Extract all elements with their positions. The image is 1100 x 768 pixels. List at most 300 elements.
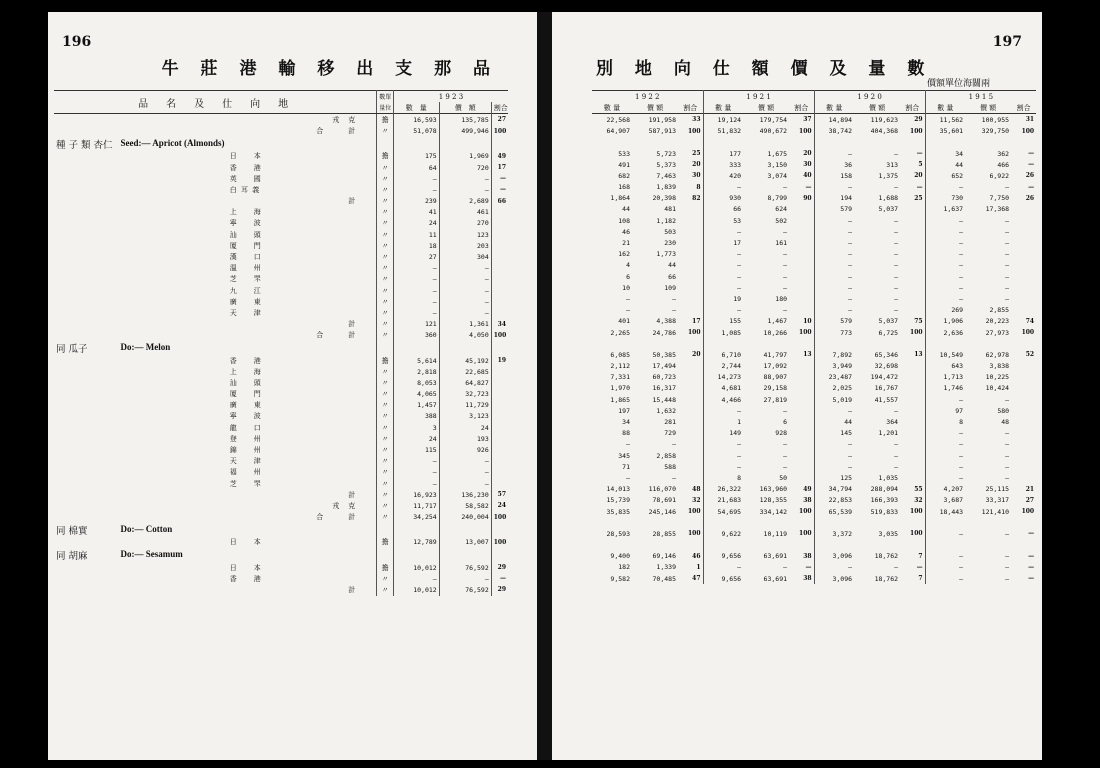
value-cell: — (894, 149, 899, 158)
category-cell (54, 467, 119, 478)
category-cell (54, 456, 119, 467)
category-cell (54, 537, 119, 548)
share-cell: 21 (1025, 485, 1035, 493)
value-cell: 15,448 (652, 395, 676, 404)
quantity-cell: 3,949 (814, 361, 854, 372)
table-row (54, 251, 508, 262)
quantity-cell: — (925, 551, 965, 562)
value-cell: 5,037 (878, 317, 899, 326)
share-cell (900, 260, 925, 271)
share-cell (1011, 439, 1036, 450)
table-row (592, 271, 1036, 282)
share-cell: — (1028, 552, 1035, 560)
quantity-cell: 345 (618, 451, 630, 460)
value-cell: 481 (664, 205, 676, 214)
share-cell: 7 (918, 552, 923, 560)
value-cell (439, 341, 491, 355)
share-cell: 25 (914, 194, 923, 202)
share-cell: 30 (692, 172, 701, 180)
quantity-cell (592, 540, 632, 551)
quantity-cell: 125 (814, 472, 854, 483)
table-row (592, 506, 1036, 517)
quantity-cell: 8,053 (393, 377, 439, 388)
share-cell (491, 263, 508, 274)
quantity-cell: 6,710 (703, 349, 743, 360)
share-cell: 20 (803, 150, 812, 158)
quantity-cell: 730 (925, 193, 965, 204)
quantity-cell: 11 (393, 229, 439, 240)
table-row (592, 484, 1036, 495)
spacer-cell (119, 444, 200, 455)
destination-cell: 白 耳 義 (229, 185, 261, 194)
spacer-cell (119, 467, 200, 478)
share-cell (789, 540, 814, 551)
table-row (592, 416, 1036, 427)
share-cell: — (805, 183, 812, 191)
share-cell (678, 472, 703, 483)
share-cell (1011, 461, 1036, 472)
value-cell: 44 (668, 261, 676, 270)
quantity-cell: — (703, 305, 743, 316)
table-row (54, 537, 508, 548)
spacer-cell (119, 355, 200, 366)
share-cell: 26 (1025, 194, 1035, 202)
item-name: Do:— Melon (120, 342, 171, 353)
share-cell: 100 (688, 127, 701, 135)
value-cell: — (1005, 429, 1010, 438)
destination-cell: 日 本 (229, 563, 262, 572)
unit-cell (377, 548, 394, 562)
category-cell (54, 330, 119, 341)
value-cell: 230 (664, 239, 676, 248)
quantity-cell: — (814, 450, 854, 461)
quantity-cell: 26,322 (703, 484, 743, 495)
table-row (54, 478, 508, 489)
value-cell: 48 (1001, 418, 1010, 427)
table-row (54, 523, 508, 537)
year-header-1921: 1 9 2 1 (703, 91, 814, 103)
value-cell: 7,463 (656, 171, 676, 180)
value-cell: 65,346 (874, 350, 899, 359)
unit-cell: 〃 (377, 584, 394, 595)
quantity-cell: 10 (622, 283, 630, 292)
spacer-cell (119, 151, 200, 162)
share-cell (491, 467, 508, 478)
quantity-cell (925, 137, 965, 148)
category-cell (54, 562, 119, 573)
share-cell (1011, 405, 1036, 416)
quantity-cell: — (814, 271, 854, 282)
quantity-cell: 3,372 (814, 528, 854, 539)
value-cell: 334,142 (759, 507, 788, 516)
quantity-cell: — (814, 148, 854, 159)
value-cell: 1,839 (656, 183, 676, 192)
quantity-cell (393, 341, 439, 355)
unit-cell: 〃 (377, 173, 394, 184)
value-cell (854, 338, 900, 349)
quantity-cell: 22,853 (814, 495, 854, 506)
category-cell: 種 子 類 杏仁 (56, 139, 113, 151)
quantity-cell: 66 (703, 204, 743, 215)
quantity-cell: 22,568 (606, 115, 630, 124)
table-row (592, 349, 1036, 360)
value-cell: — (439, 296, 491, 307)
quantity-cell: 1,457 (393, 400, 439, 411)
share-cell: 13 (803, 351, 812, 359)
unit-cell: 〃 (377, 274, 394, 285)
quantity-cell: — (703, 562, 743, 573)
table-row (54, 173, 508, 184)
item-name: Seed:— Apricot (Almonds) (120, 138, 225, 149)
category-cell (54, 377, 119, 388)
value-cell: 20,398 (652, 194, 676, 203)
table-row (54, 584, 508, 595)
quantity-cell: — (925, 439, 965, 450)
share-cell (491, 377, 508, 388)
table-row (54, 467, 508, 478)
share-cell (678, 428, 703, 439)
quantity-cell: 1,864 (610, 194, 630, 203)
table-row (54, 330, 508, 341)
share-cell (789, 405, 814, 416)
value-cell: — (1005, 462, 1010, 471)
table-row (54, 229, 508, 240)
quantity-cell: 2,744 (703, 361, 743, 372)
value-cell: 10,424 (985, 384, 1010, 393)
value-cell: — (1005, 440, 1010, 449)
category-cell (54, 307, 119, 318)
quantity-cell: — (814, 293, 854, 304)
value-cell: 245,146 (648, 507, 676, 516)
table-row (54, 341, 508, 355)
table-row (54, 162, 508, 173)
value-cell: — (783, 183, 788, 192)
table-row (54, 366, 508, 377)
value-cell: 18,762 (874, 552, 899, 561)
share-cell: — (1028, 183, 1035, 191)
value-cell: 121,410 (981, 507, 1010, 516)
quantity-cell: — (925, 260, 965, 271)
table-row (592, 495, 1036, 506)
share-cell (491, 341, 508, 355)
share-cell: 82 (692, 194, 701, 202)
quantity-cell: 182 (618, 563, 630, 572)
share-cell (900, 517, 925, 528)
share-cell (678, 293, 703, 304)
quantity-cell: 4,466 (703, 394, 743, 405)
table-row (592, 528, 1036, 539)
destination-cell: 合 計 (316, 331, 357, 340)
spacer-cell (119, 263, 200, 274)
table-row (592, 428, 1036, 439)
quantity-cell: 7,892 (814, 349, 854, 360)
value-cell: 161 (775, 239, 788, 248)
category-cell (54, 263, 119, 274)
share-cell: 48 (692, 485, 701, 493)
share-cell (491, 456, 508, 467)
quantity-cell: 19,124 (703, 114, 743, 126)
share-cell (900, 361, 925, 372)
value-cell: — (894, 216, 899, 225)
quantity-cell: 145 (814, 428, 854, 439)
qty-header: 數 量 (393, 102, 439, 114)
share-cell: — (491, 184, 508, 195)
value-cell: 64,827 (439, 377, 491, 388)
quantity-cell: 420 (703, 170, 743, 181)
share-cell: — (805, 563, 812, 571)
destination-cell: 漢 口 (229, 253, 262, 262)
share-cell (491, 422, 508, 433)
value-cell: — (1005, 216, 1010, 225)
quantity-cell: — (393, 184, 439, 195)
value-cell: 63,691 (763, 574, 788, 583)
share-cell: 13 (914, 351, 923, 359)
share-cell (789, 428, 814, 439)
category-cell (54, 366, 119, 377)
qty-header: 數 量 (925, 102, 965, 114)
quantity-cell: — (626, 294, 630, 303)
table-row (54, 500, 508, 511)
quantity-cell: 44 (925, 159, 965, 170)
table-row (592, 551, 1036, 562)
spacer-cell (119, 512, 200, 523)
quantity-cell: — (814, 182, 854, 193)
share-cell: 38 (803, 552, 812, 560)
quantity-cell (393, 523, 439, 537)
quantity-cell: 10,012 (393, 562, 439, 573)
value-cell: — (783, 462, 788, 471)
share-cell (789, 338, 814, 349)
share-cell (678, 405, 703, 416)
share-cell: 100 (1021, 329, 1035, 337)
unit-cell: 〃 (377, 377, 394, 388)
share-cell (678, 461, 703, 472)
share-cell (678, 305, 703, 316)
value-cell: — (783, 306, 788, 315)
unit-cell: 〃 (377, 500, 394, 511)
value-cell: 32,723 (439, 389, 491, 400)
share-cell (789, 204, 814, 215)
quantity-cell: 15,739 (606, 496, 630, 505)
unit-cell: 〃 (377, 512, 394, 523)
share-cell (491, 366, 508, 377)
share-cell (789, 383, 814, 394)
spacer-cell (119, 400, 200, 411)
value-cell: — (1005, 283, 1010, 292)
share-cell: 34 (491, 319, 508, 330)
quantity-cell: 44 (622, 205, 630, 214)
share-cell (789, 361, 814, 372)
table-row (54, 184, 508, 195)
quantity-cell (703, 338, 743, 349)
quantity-cell: 10,012 (393, 584, 439, 595)
quantity-cell (925, 517, 965, 528)
table-row (54, 285, 508, 296)
quantity-cell (925, 540, 965, 551)
share-cell (491, 274, 508, 285)
share-cell (900, 372, 925, 383)
destination-cell: 計 (348, 197, 357, 206)
quantity-cell: 194 (814, 193, 854, 204)
value-cell: — (1005, 395, 1010, 404)
left-page (48, 12, 538, 760)
spacer-cell (119, 562, 200, 573)
value-cell: — (894, 563, 899, 572)
quantity-cell: 51,832 (703, 126, 743, 137)
quantity-cell: — (393, 573, 439, 584)
unit-cell: 〃 (377, 319, 394, 330)
value-cell: — (1005, 451, 1010, 460)
value-cell: 70,485 (652, 574, 676, 583)
quantity-cell: 9,622 (703, 528, 743, 539)
table-row (592, 237, 1036, 248)
value-cell: 41,797 (763, 350, 788, 359)
destination-cell: 錦 州 (229, 446, 262, 455)
quantity-cell: — (393, 307, 439, 318)
spacer-cell (119, 207, 200, 218)
quantity-cell: — (703, 450, 743, 461)
table-row (54, 411, 508, 422)
value-cell: — (783, 563, 788, 572)
quantity-cell: 533 (618, 149, 630, 158)
quantity-cell: 3,096 (814, 551, 854, 562)
share-cell: 37 (803, 116, 812, 124)
share-cell: — (916, 150, 923, 158)
value-cell: 193 (439, 433, 491, 444)
quantity-cell: 2,636 (925, 327, 965, 338)
quantity-cell: 682 (618, 171, 630, 180)
value-cell: — (894, 283, 899, 292)
share-cell: 55 (914, 485, 923, 493)
value-header: 價 額 (646, 103, 664, 112)
value-cell: 76,592 (439, 562, 491, 573)
spacer-cell (119, 411, 200, 422)
quantity-cell: 18 (393, 240, 439, 251)
value-cell: 329,750 (981, 127, 1010, 136)
unit-cell: 擔 (377, 562, 394, 573)
value-cell: 128,355 (759, 496, 788, 505)
quantity-cell: 9,656 (703, 551, 743, 562)
category-cell (54, 196, 119, 207)
category-cell (54, 478, 119, 489)
quantity-cell: — (703, 271, 743, 282)
share-cell (1011, 249, 1036, 260)
value-cell: 4,050 (439, 330, 491, 341)
quantity-cell: 9,582 (610, 574, 630, 583)
share-cell (1011, 416, 1036, 427)
unit-cell: 〃 (377, 467, 394, 478)
table-row (54, 562, 508, 573)
value-cell: 179,754 (759, 115, 788, 124)
item-name: Do:— Cotton (120, 524, 173, 535)
quantity-cell (592, 137, 632, 148)
share-cell: 100 (910, 127, 923, 135)
quantity-cell (925, 338, 965, 349)
quantity-cell: — (814, 305, 854, 316)
share-cell (900, 237, 925, 248)
table-row (592, 562, 1036, 573)
category-cell (54, 173, 119, 184)
table-row (54, 512, 508, 523)
value-cell: 6,922 (989, 171, 1010, 180)
table-row (54, 218, 508, 229)
value-cell: — (783, 451, 788, 460)
share-cell (491, 400, 508, 411)
quantity-cell: 38,742 (814, 126, 854, 137)
value-cell: 5,037 (878, 205, 899, 214)
table-row (592, 327, 1036, 338)
value-cell: 11,729 (439, 400, 491, 411)
category-cell (54, 274, 119, 285)
share-cell: 100 (688, 508, 701, 516)
value-cell: 50,385 (652, 350, 676, 359)
quantity-cell: 2,818 (393, 366, 439, 377)
quantity-cell (393, 548, 439, 562)
share-cell: 19 (491, 355, 508, 366)
pct-header: 割合 (491, 102, 508, 114)
share-cell (789, 305, 814, 316)
quantity-cell: — (925, 472, 965, 483)
table-row (54, 548, 508, 562)
quantity-cell (703, 540, 743, 551)
share-cell (789, 372, 814, 383)
quantity-cell: — (703, 461, 743, 472)
table-row (54, 263, 508, 274)
value-cell: 461 (439, 207, 491, 218)
value-cell: — (439, 456, 491, 467)
unit-cell: 〃 (377, 573, 394, 584)
quantity-cell: 4,681 (703, 383, 743, 394)
share-cell: 100 (799, 127, 812, 135)
quantity-cell: 7,331 (610, 373, 630, 382)
quantity-cell: 23,487 (814, 372, 854, 383)
quantity-cell: 3 (393, 422, 439, 433)
value-cell: — (1005, 250, 1010, 259)
destination-cell: 上 海 (229, 208, 262, 217)
quantity-cell: — (925, 237, 965, 248)
value-cell: 1,375 (878, 171, 899, 180)
value-cell: — (1005, 552, 1010, 561)
share-cell: 1 (696, 563, 701, 571)
share-cell (900, 405, 925, 416)
table-row (592, 305, 1036, 316)
destination-cell: 福 州 (229, 468, 262, 477)
share-cell: — (491, 173, 508, 184)
value-cell: 1,339 (656, 563, 676, 572)
category-cell (54, 512, 119, 523)
quantity-cell: 579 (814, 316, 854, 327)
value-cell: 10,225 (985, 373, 1010, 382)
share-cell (900, 383, 925, 394)
quantity-cell: 491 (618, 160, 630, 169)
value-cell: 166,393 (870, 496, 899, 505)
quantity-cell: — (393, 274, 439, 285)
quantity-cell: 41 (393, 207, 439, 218)
value-cell: 203 (439, 240, 491, 251)
value-cell: — (1005, 294, 1010, 303)
spacer-cell (119, 584, 200, 595)
table-row (54, 137, 508, 151)
category-cell (54, 355, 119, 366)
share-cell (678, 372, 703, 383)
value-cell: 41,557 (874, 395, 899, 404)
quantity-cell (592, 338, 632, 349)
value-cell: — (439, 263, 491, 274)
category-cell (54, 126, 119, 137)
value-cell: 926 (439, 444, 491, 455)
value-cell (854, 137, 900, 148)
value-cell: — (783, 272, 788, 281)
